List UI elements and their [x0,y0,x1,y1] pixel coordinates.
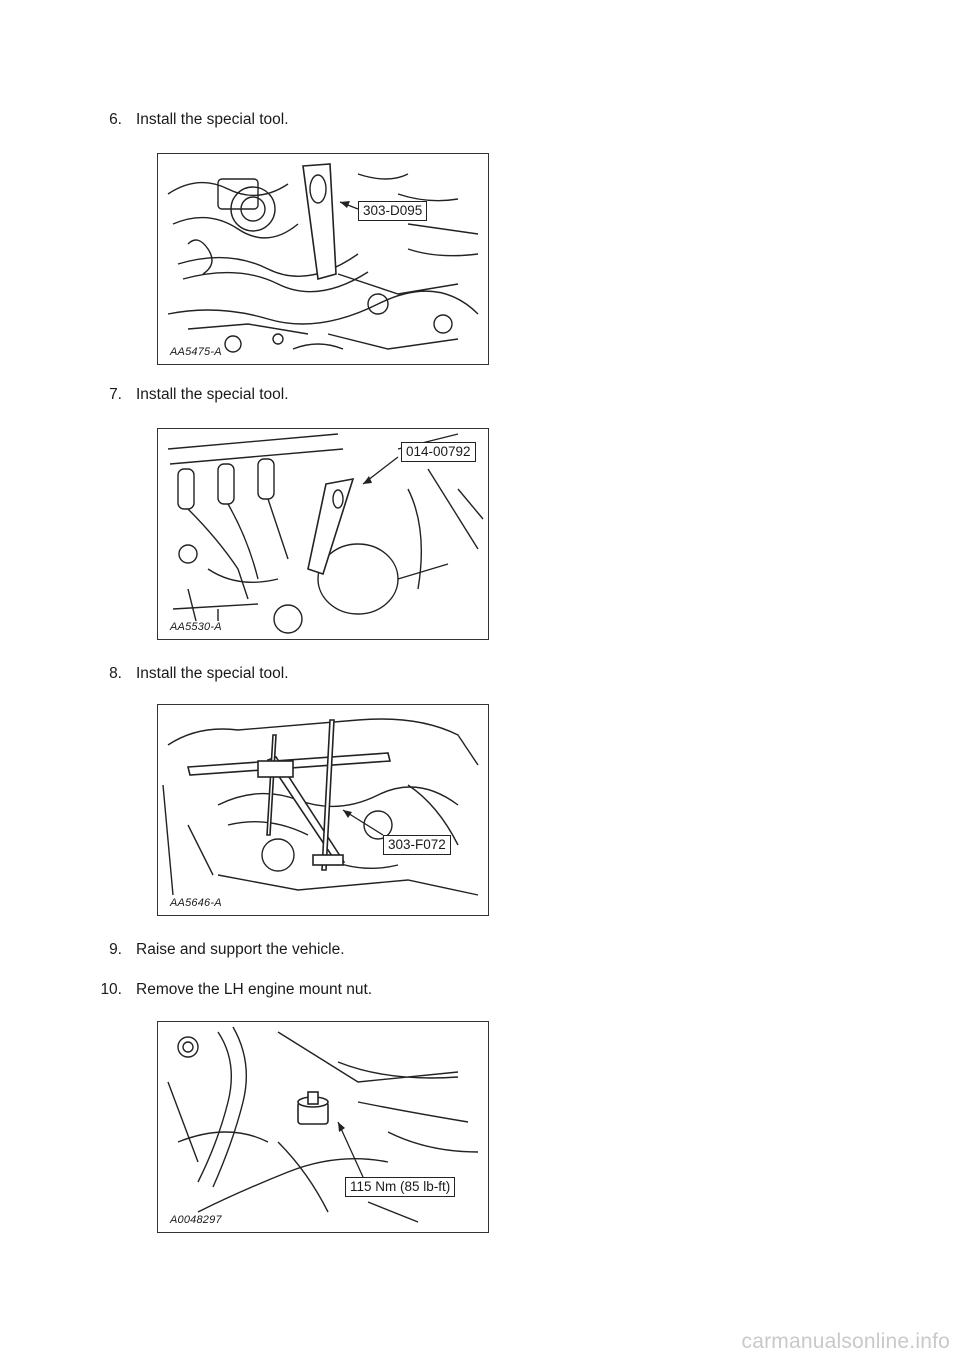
step-number: 6. [109,111,122,128]
step-text: Install the special tool. [136,386,289,403]
engine-illustration [158,1022,488,1232]
figure-engine-mount-nut [157,1021,489,1233]
step-number: 10. [100,981,122,998]
step-number: 8. [109,665,122,682]
engine-illustration [158,705,488,915]
tool-callout: 303-F072 [383,835,451,855]
figure-special-tool-303-f072 [157,704,489,916]
figure-code: AA5646-A [170,897,222,909]
step-text: Install the special tool. [136,665,289,682]
tool-callout: 303-D095 [358,201,427,221]
step-number: 7. [109,386,122,403]
site-watermark: carmanualsonline.info [741,1330,950,1353]
step-text: Remove the LH engine mount nut. [136,981,373,998]
step-text: Raise and support the vehicle. [136,941,345,958]
engine-illustration [158,154,488,364]
figure-special-tool-303-d095 [157,153,489,365]
tool-callout: 014-00792 [401,442,476,462]
step-text: Install the special tool. [136,111,289,128]
figure-special-tool-014-00792 [157,428,489,640]
figure-code: AA5475-A [170,346,222,358]
step-number: 9. [109,941,122,958]
figure-code: AA5530-A [170,621,222,633]
figure-code: A0048297 [170,1214,222,1226]
torque-callout: 115 Nm (85 lb-ft) [345,1177,455,1197]
